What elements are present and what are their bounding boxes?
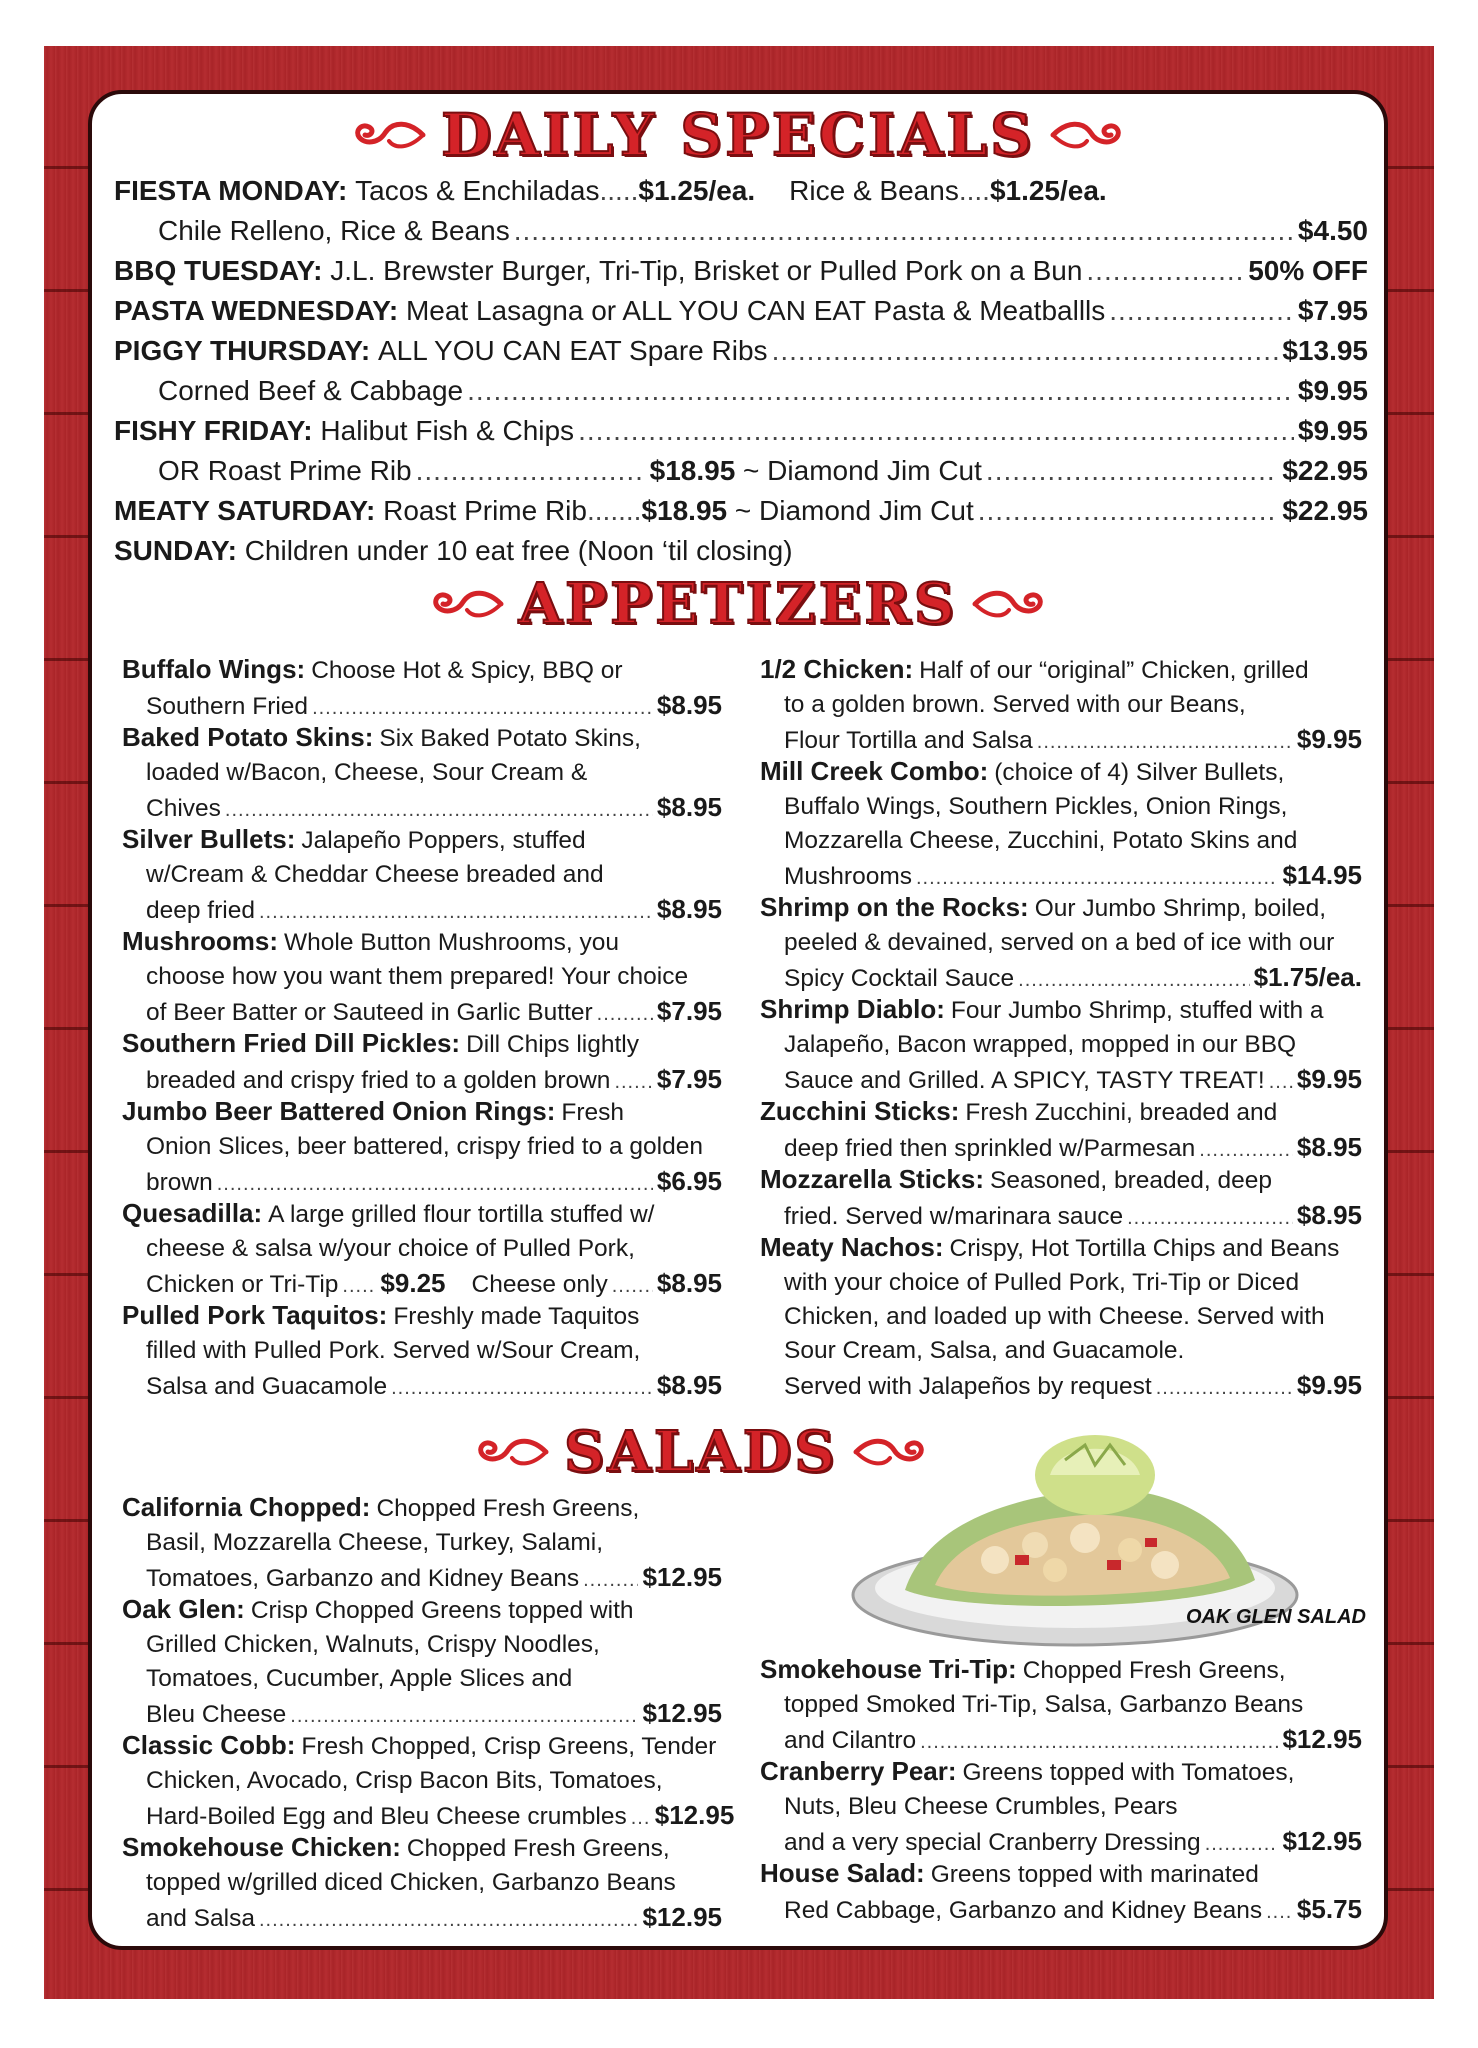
special-friday-sub — [158, 452, 1368, 490]
item-name: 1/2 Chicken: — [760, 654, 914, 684]
item-name: Mill Creek Combo: — [760, 756, 989, 786]
special-price: $18.95 — [641, 495, 728, 526]
item-desc: Six Baked Potato Skins, — [379, 725, 641, 752]
special-price: $4.50 — [1297, 215, 1368, 246]
left-scroll-ornament-icon — [427, 584, 505, 624]
item-desc-last: deep fried then sprinkled w/Parmesan — [784, 1135, 1196, 1162]
item-desc: Crispy, Hot Tortilla Chips and Beans — [949, 1235, 1340, 1262]
item-desc: (choice of 4) Silver Bullets, — [994, 759, 1285, 786]
special-price: 50% OFF — [1248, 255, 1368, 286]
item-desc-last: breaded and crispy fried to a golden brown — [146, 1067, 611, 1094]
left-scroll-ornament-icon — [349, 115, 427, 155]
item-desc-line: w/Cream & Cheddar Cheese breaded and — [146, 861, 604, 888]
item-desc: Crisp Chopped Greens topped with — [250, 1597, 634, 1624]
daily-specials-heading — [92, 101, 1384, 169]
item-price: $8.95 — [1296, 1200, 1362, 1230]
item-price: $12.95 — [642, 1902, 722, 1932]
menu-item — [122, 1026, 722, 1099]
special-price: $9.95 — [1297, 415, 1368, 446]
special-day: SUNDAY: — [114, 535, 237, 566]
item-desc: Fresh — [561, 1099, 625, 1126]
item-desc: Our Jumbo Shrimp, boiled, — [1034, 895, 1327, 922]
item-name: Shrimp Diablo: — [760, 994, 945, 1024]
item-desc-last: of Beer Batter or Sauteed in Garlic Butter — [146, 999, 593, 1026]
special-day: MEATY SATURDAY: — [114, 495, 376, 526]
menu-item — [122, 822, 722, 929]
item-desc: Choose Hot & Spicy, BBQ or — [311, 657, 623, 684]
special-text: Halibut Fish & Chips — [320, 415, 575, 446]
menu-item — [760, 992, 1362, 1099]
menu-item — [760, 754, 1362, 895]
special-text: Children under 10 eat free (Noon ‘til closing) — [244, 535, 793, 566]
item-price: $5.75 — [1296, 1894, 1362, 1924]
item-desc: Seasoned, breaded, deep — [989, 1167, 1272, 1194]
item-price: $7.95 — [656, 1064, 722, 1094]
item-desc-line: Chicken, and loaded up with Cheese. Served with — [784, 1303, 1325, 1330]
special-text: Chile Relleno, Rice & Beans — [158, 215, 510, 246]
special-saturday: MEATY SATURDAY: Roast Prime Rib ....... $18.95 ~ Diamond Jim Cut ..... $22.95 — [114, 492, 1368, 530]
item-name: Cranberry Pear: — [760, 1756, 957, 1786]
special-day: FIESTA MONDAY: — [114, 175, 348, 206]
menu-item — [760, 890, 1362, 997]
item-desc-line: Grilled Chicken, Walnuts, Crispy Noodles, — [146, 1631, 600, 1658]
item-desc-last: and Salsa — [146, 1905, 255, 1932]
item-name: Smokehouse Chicken: — [122, 1832, 401, 1862]
item-name: Oak Glen: — [122, 1594, 245, 1624]
item-price: $12.95 — [654, 1800, 735, 1830]
left-scroll-ornament-icon — [472, 1432, 550, 1472]
item-desc: Dill Chips lightly — [466, 1031, 639, 1058]
item-desc-last: brown — [146, 1169, 213, 1196]
item-desc-last: Red Cabbage, Garbanzo and Kidney Beans — [784, 1897, 1263, 1924]
special-friday — [114, 412, 1368, 450]
appetizers-title: APPETIZERS — [518, 571, 958, 637]
item-extra: Cheese only — [471, 1271, 608, 1298]
item-price: $9.95 — [1296, 1370, 1362, 1400]
special-day: FISHY FRIDAY: — [114, 415, 313, 446]
item-desc-line: to a golden brown. Served with our Beans, — [784, 691, 1246, 718]
menu-item — [122, 924, 722, 1031]
item-desc-line: topped Smoked Tri-Tip, Salsa, Garbanzo Beans — [784, 1691, 1304, 1718]
item-name: House Salad: — [760, 1858, 925, 1888]
item-desc-line: topped w/grilled diced Chicken, Garbanzo Beans — [146, 1869, 676, 1896]
special-price: $18.95 — [649, 455, 736, 486]
item-price: $6.95 — [656, 1166, 722, 1196]
item-desc-last: Flour Tortilla and Salsa — [784, 727, 1033, 754]
item-desc-last: fried. Served w/marinara sauce — [784, 1203, 1124, 1230]
item-price: $12.95 — [642, 1698, 722, 1728]
menu-item — [122, 1830, 722, 1937]
item-desc: Fresh Zucchini, breaded and — [965, 1099, 1278, 1126]
item-price: $8.95 — [1296, 1132, 1362, 1162]
item-extra-price: $8.95 — [656, 1268, 722, 1298]
item-desc-line: Mozzarella Cheese, Zucchini, Potato Skins and — [784, 827, 1298, 854]
menu-item — [760, 1230, 1362, 1405]
item-desc-line: peeled & devained, served on a bed of ice with our — [784, 929, 1335, 956]
item-desc-line: Sour Cream, Salsa, and Guacamole. — [784, 1337, 1185, 1364]
item-desc-last: Chives — [146, 795, 221, 822]
item-desc-last: Mushrooms — [784, 863, 912, 890]
item-desc-line: Nuts, Bleu Cheese Crumbles, Pears — [784, 1793, 1178, 1820]
special-sunday — [114, 532, 793, 570]
item-name: Smokehouse Tri-Tip: — [760, 1654, 1017, 1684]
special-price: $13.95 — [1282, 335, 1368, 366]
item-desc: Greens topped with marinated — [930, 1861, 1259, 1888]
item-name: Meaty Nachos: — [760, 1232, 944, 1262]
menu-item — [122, 1728, 735, 1835]
item-desc-last: Hard-Boiled Egg and Bleu Cheese crumbles — [146, 1803, 627, 1830]
item-price: $12.95 — [1282, 1826, 1362, 1856]
item-price: $9.25 — [380, 1268, 446, 1298]
item-desc-last: Served with Jalapeños by request — [784, 1373, 1152, 1400]
special-text-2: ~ Diamond Jim Cut — [743, 455, 982, 486]
item-desc-line: Basil, Mozzarella Cheese, Turkey, Salami, — [146, 1529, 604, 1556]
item-desc-last: Salsa and Guacamole — [146, 1373, 388, 1400]
special-text-2: ~ Diamond Jim Cut — [734, 495, 974, 526]
appetizers-heading — [92, 571, 1384, 637]
item-desc-last: Sauce and Grilled. A SPICY, TASTY TREAT! — [784, 1067, 1265, 1094]
menu-item — [760, 1652, 1362, 1759]
item-name: Baked Potato Skins: — [122, 722, 374, 752]
special-day: PIGGY THURSDAY: — [114, 335, 371, 366]
menu-item — [760, 1162, 1362, 1235]
menu-panel — [88, 90, 1388, 1950]
special-text: OR Roast Prime Rib — [158, 455, 412, 486]
item-desc-line: Onion Slices, beer battered, crispy fried to a golden — [146, 1133, 704, 1160]
item-desc-last: Tomatoes, Garbanzo and Kidney Beans — [146, 1565, 580, 1592]
special-price: $1.25/ea. — [638, 175, 756, 206]
special-text: Roast Prime Rib — [383, 495, 587, 526]
item-name: Jumbo Beer Battered Onion Rings: — [122, 1096, 556, 1126]
menu-item — [122, 652, 722, 725]
daily-specials-title: DAILY SPECIALS — [441, 101, 1035, 169]
menu-item — [122, 1592, 722, 1733]
item-desc-last: Spicy Cocktail Sauce — [784, 965, 1015, 992]
right-scroll-ornament-icon — [971, 584, 1049, 624]
item-desc-last: Southern Fried — [146, 693, 309, 720]
special-monday: FIESTA MONDAY: Tacos & Enchiladas ..... $1.25/ea. Rice & Beans .... $1.25/ea. — [114, 172, 1107, 210]
item-price: $12.95 — [1282, 1724, 1362, 1754]
item-desc-line: Jalapeño, Bacon wrapped, mopped in our BBQ — [784, 1031, 1297, 1058]
menu-item — [122, 1298, 722, 1405]
item-desc-line: loaded w/Bacon, Cheese, Sour Cream & — [146, 759, 588, 786]
item-desc: Jalapeño Poppers, stuffed — [301, 827, 586, 854]
special-price-2: $22.95 — [1282, 495, 1368, 526]
salads-title: SALADS — [564, 1419, 838, 1485]
special-text: Tacos & Enchiladas — [355, 175, 600, 206]
special-day: BBQ TUESDAY: — [114, 255, 323, 286]
item-name: Zucchini Sticks: — [760, 1096, 960, 1126]
item-name: Mozzarella Sticks: — [760, 1164, 984, 1194]
item-desc: Fresh Chopped, Crisp Greens, Tender — [301, 1733, 717, 1760]
item-desc: Half of our “original” Chicken, grilled — [919, 657, 1309, 684]
item-desc: Chopped Fresh Greens, — [1022, 1657, 1286, 1684]
item-desc-line: Tomatoes, Cucumber, Apple Slices and — [146, 1665, 573, 1692]
item-desc: A large grilled flour tortilla stuffed w/ — [268, 1201, 655, 1228]
item-name: California Chopped: — [122, 1492, 371, 1522]
item-desc-last: and a very special Cranberry Dressing — [784, 1829, 1201, 1856]
special-tuesday — [114, 252, 1368, 290]
item-price: $7.95 — [656, 996, 722, 1026]
special-price-2: $1.25/ea. — [989, 175, 1107, 206]
item-price: $1.75/ea. — [1253, 962, 1362, 992]
item-desc-line: with your choice of Pulled Pork, Tri-Tip or Diced — [784, 1269, 1300, 1296]
special-text: Corned Beef & Cabbage — [158, 375, 464, 406]
menu-item — [122, 1196, 722, 1303]
special-day: PASTA WEDNESDAY: — [114, 295, 399, 326]
item-price: $12.95 — [642, 1562, 722, 1592]
special-price: $9.95 — [1297, 375, 1368, 406]
special-text: J.L. Brewster Burger, Tri-Tip, Brisket or Pulled Pork on a Bun — [330, 255, 1083, 286]
item-price: $14.95 — [1282, 860, 1362, 890]
item-desc-line: Chicken, Avocado, Crisp Bacon Bits, Tomatoes, — [146, 1767, 663, 1794]
item-price: $8.95 — [656, 894, 722, 924]
item-price: $9.95 — [1296, 1064, 1362, 1094]
item-price: $8.95 — [656, 1370, 722, 1400]
menu-item — [760, 652, 1362, 759]
item-desc: Four Jumbo Shrimp, stuffed with a — [950, 997, 1324, 1024]
special-text: ALL YOU CAN EAT Spare Ribs — [377, 335, 768, 366]
right-scroll-ornament-icon — [1049, 115, 1127, 155]
item-name: Classic Cobb: — [122, 1730, 296, 1760]
special-wednesday — [114, 292, 1368, 330]
menu-item — [760, 1094, 1362, 1167]
item-desc: Freshly made Taquitos — [393, 1303, 640, 1330]
item-name: Buffalo Wings: — [122, 654, 306, 684]
menu-item — [760, 1856, 1362, 1929]
special-text-2: Rice & Beans — [789, 175, 959, 206]
item-name: Pulled Pork Taquitos: — [122, 1300, 388, 1330]
item-desc-line: choose how you want them prepared! Your choice — [146, 963, 689, 990]
item-desc-line: filled with Pulled Pork. Served w/Sour Cream, — [146, 1337, 641, 1364]
special-price-2: $22.95 — [1282, 455, 1368, 486]
item-desc: Chopped Fresh Greens, — [376, 1495, 640, 1522]
special-thursday-sub — [158, 372, 1368, 410]
item-name: Shrimp on the Rocks: — [760, 892, 1029, 922]
item-desc-last: Bleu Cheese — [146, 1701, 287, 1728]
item-name: Silver Bullets: — [122, 824, 296, 854]
item-desc-last: and Cilantro — [784, 1727, 917, 1754]
special-monday-sub — [158, 212, 1368, 250]
item-price: $8.95 — [656, 690, 722, 720]
menu-item — [760, 1754, 1362, 1861]
item-desc-last: Chicken or Tri-Tip — [146, 1271, 339, 1298]
photo-caption: OAK GLEN SALAD — [1186, 1606, 1366, 1628]
item-price: $8.95 — [656, 792, 722, 822]
item-name: Southern Fried Dill Pickles: — [122, 1028, 461, 1058]
item-desc-last: deep fried — [146, 897, 255, 924]
menu-item — [122, 720, 722, 827]
item-price: $9.95 — [1296, 724, 1362, 754]
item-desc: Greens topped with Tomatoes, — [962, 1759, 1295, 1786]
special-price: $7.95 — [1297, 295, 1368, 326]
menu-item — [122, 1094, 722, 1201]
item-name: Mushrooms: — [122, 926, 278, 956]
special-thursday — [114, 332, 1368, 370]
item-desc-line: Buffalo Wings, Southern Pickles, Onion Rings, — [784, 793, 1288, 820]
item-desc-line: cheese & salsa w/your choice of Pulled Pork, — [146, 1235, 635, 1262]
item-desc: Whole Button Mushrooms, you — [284, 929, 619, 956]
menu-item — [122, 1490, 722, 1597]
special-text: Meat Lasagna or ALL YOU CAN EAT Pasta & Meatballls — [405, 295, 1106, 326]
item-name: Quesadilla: — [122, 1198, 263, 1228]
item-desc: Chopped Fresh Greens, — [406, 1835, 670, 1862]
